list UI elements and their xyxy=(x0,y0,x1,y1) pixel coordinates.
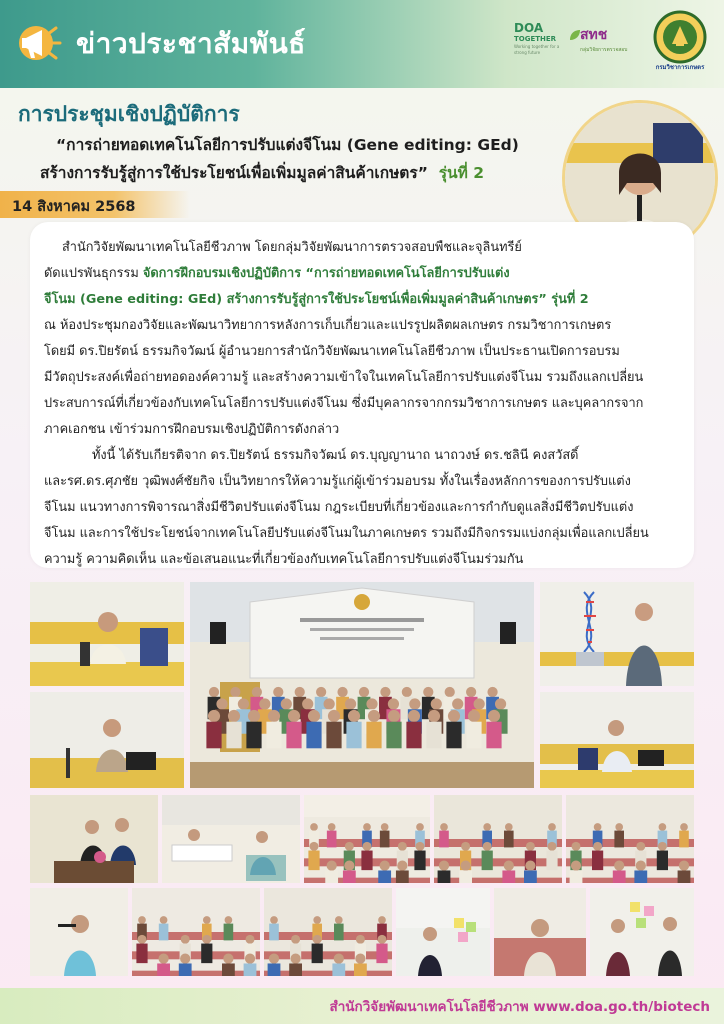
photo-speaker-man xyxy=(30,692,184,788)
logo-group xyxy=(514,10,714,76)
photo-speaker-podium xyxy=(30,582,184,686)
body-line: ดัดแปรพันธุกรรม จัดการฝึกอบรมเชิงปฏิบัติการ “การถ่ายทอดเทคโนโลยีการปรับแต่ง xyxy=(44,266,510,281)
body-line: โดยมี ดร.ปิยรัตน์ ธรรมกิจวัฒน์ ผู้อำนวยการสำนักวิจัยพัฒนาเทคโนโลยีชีวภาพ เป็นประธานเปิดการอบรม xyxy=(44,344,620,359)
body-line: มีวัตถุประสงค์เพื่อถ่ายทอดองค์ความรู้ และสร้างความเข้าใจในเทคโนโลยีการปรับแต่งจีโนม รวมถึงแลกเปลี่ยน xyxy=(44,370,644,385)
photo-panel-speakers xyxy=(30,795,158,883)
photo-discussion-group xyxy=(132,888,260,976)
round-label: รุ่นที่ 2 xyxy=(438,164,485,182)
body-line-highlight: จีโนม (Gene editing: GEd) สร้างการรับรู้สู่การใช้ประโยชน์เพื่อเพิ่มมูลค่าสินค้าเกษตร” รุ่นที่ 2 xyxy=(44,292,589,307)
leaf-icon xyxy=(568,28,582,42)
doa-seal-logo: กรมวิชาการเกษตร xyxy=(650,10,710,76)
photo-post-it-board xyxy=(396,888,490,976)
footer-bar xyxy=(0,988,724,1024)
photo-group xyxy=(190,582,534,788)
subtitle-line-1: “การถ่ายทอดเทคโนโลยีการปรับแต่งจีโนม (Gene editing: GEd) xyxy=(56,136,519,154)
photo-audience-listening xyxy=(264,888,392,976)
doa-together-logo: DOA TOGETHER Working together for a strong future xyxy=(514,21,560,55)
seal-icon xyxy=(650,10,710,64)
footer-text: สำนักวิจัยพัฒนาเทคโนโลยีชีวภาพ www.doa.go.th/biotech xyxy=(329,999,710,1015)
body-line: ประสบการณ์ที่เกี่ยวข้องกับเทคโนโลยีการปรับแต่งจีโนม ซึ่งมีบุคลากรจากกรมวิชาการเกษตร และบุคลากรจาก xyxy=(44,396,644,411)
megaphone-icon xyxy=(16,20,66,66)
header-banner xyxy=(0,0,724,88)
photo-audience-front xyxy=(434,795,562,883)
photo-seminar-table xyxy=(162,795,300,883)
photo-sticky-notes-discussion xyxy=(590,888,694,976)
subtitle-line-2: สร้างการรับรู้สู่การใช้ประโยชน์เพื่อเพิ่มมูลค่าสินค้าเกษตร” รุ่นที่ 2 xyxy=(40,164,485,182)
sakch-logo: สทช กลุ่มวิจัยการตรวจสอบ xyxy=(580,24,640,64)
event-date: 14 สิงหาคม 2568 xyxy=(12,199,136,215)
body-line: และรศ.ดร.ศุภชัย วุฒิพงศ์ชัยกิจ เป็นวิทยากรให้ความรู้แก่ผู้เข้าร่วมอบรม ทั้งในเรื่องหลักการของการปรับแต่ง xyxy=(44,474,631,489)
date-banner xyxy=(0,191,190,218)
photo-participant-mic xyxy=(30,888,128,976)
photo-audience-side xyxy=(566,795,694,883)
body-line: ภาคเอกชน เข้าร่วมการฝึกอบรมเชิงปฏิบัติการดังกล่าว xyxy=(44,422,340,437)
body-line: ทั้งนี้ ได้รับเกียรติจาก ดร.ปิยรัตน์ ธรรมกิจวัฒน์ ดร.บุญญานาถ นาถวงษ์ ดร.ชลินี คงสวัสดิ์ xyxy=(92,448,579,463)
section-title: การประชุมเชิงปฏิบัติการ xyxy=(18,102,240,126)
header-title: ข่าวประชาสัมพันธ์ xyxy=(76,27,306,60)
body-line: ณ ห้องประชุมกองวิจัยและพัฒนาวิทยาการหลังการเก็บเกี่ยวและแปรรูปผลิตผลเกษตร กรมวิชาการเกษตร xyxy=(44,318,612,333)
photo-dna-model xyxy=(540,582,694,686)
photo-participant-speaking xyxy=(494,888,586,976)
photo-speaker-laptop xyxy=(540,692,694,788)
photo-audience-wide xyxy=(304,795,430,883)
body-line: จีโนม และการใช้ประโยชน์จากเทคโนโลยีปรับแต่งจีโนมในภาคเกษตร รวมถึงมีกิจกรรมแบ่งกลุ่มเพื่อแลกเปลี่ยน xyxy=(44,526,649,541)
body-line: จีโนม แนวทางการพิจารณาสิ่งมีชีวิตปรับแต่งจีโนม กฎระเบียบที่เกี่ยวข้องและการกำกับดูแลสิ่งมีชีวิตปรับแต่ง xyxy=(44,500,634,515)
body-line: สำนักวิจัยพัฒนาเทคโนโลยีชีวภาพ โดยกลุ่มวิจัยพัฒนาการตรวจสอบพืชและจุลินทรีย์ xyxy=(62,240,522,255)
body-line: ความรู้ ความคิดเห็น และข้อเสนอแนะที่เกี่ยวข้องกับเทคโนโลยีการปรับแต่งจีโนมร่วมกัน xyxy=(44,552,524,567)
